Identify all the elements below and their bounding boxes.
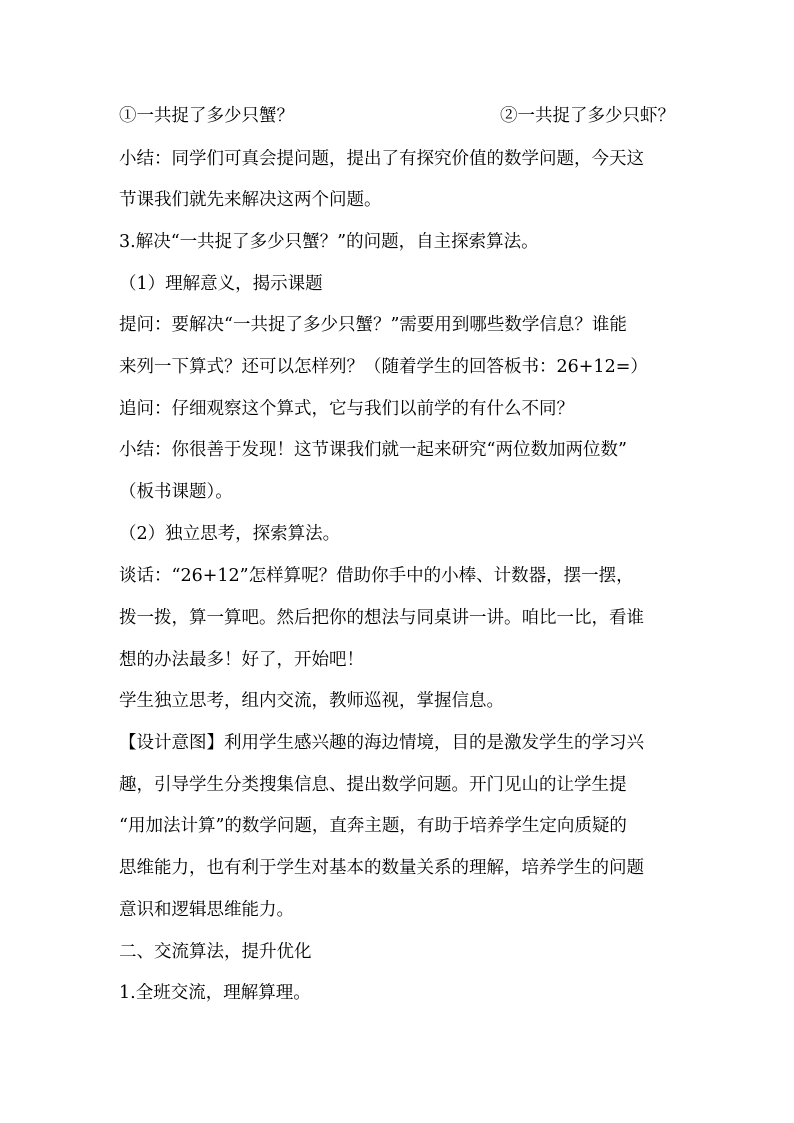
question-crab: ①一共捉了多少只蟹？: [119, 106, 294, 126]
design-intent-line-5: 意识和逻辑思维能力。: [119, 900, 294, 920]
design-intent-line-4: 思维能力，也有利于学生对基本的数量关系的理解，培养学生的问题: [119, 858, 644, 878]
design-intent-line-3: “用加法计算”的数学问题，直奔主题，有助于培养学生定向质疑的: [119, 816, 627, 836]
subheading-2: （2）独立思考，探索算法。: [119, 524, 341, 544]
question-line: [119, 104, 689, 128]
talk-line-2: 拨一拨，算一算吧。然后把你的想法与同桌讲一讲。咱比一比，看谁: [119, 608, 644, 628]
summary-topic-line-1: 小结：你很善于发现！这节课我们就一起来研究“两位数加两位数”: [119, 440, 627, 460]
summary-topic-line-2: （板书课题）。: [119, 482, 233, 502]
student-activity: 学生独立思考，组内交流，教师巡视，掌握信息。: [119, 691, 504, 711]
subheading-1: （1）理解意义，揭示课题: [119, 274, 323, 294]
question-prompt-line-1: 提问：要解决“一共捉了多少只蟹？”需要用到哪些数学信息？谁能: [119, 315, 627, 335]
talk-line-1: 谈话：“26+12”怎样算呢？借助你手中的小棒、计数器，摆一摆，: [119, 566, 634, 586]
talk-line-3: 想的办法最多！好了，开始吧！: [119, 650, 364, 670]
design-intent-line-2: 趣，引导学生分类搜集信息、提出数学问题。开门见山的让学生提: [119, 775, 627, 795]
summary-line-2: 节课我们就先来解决这两个问题。: [119, 190, 382, 210]
follow-up-question: 追问：仔细观察这个算式，它与我们以前学的有什么不同？: [119, 399, 574, 419]
design-intent-line-1: 【设计意图】利用学生感兴趣的海边情境，目的是激发学生的学习兴: [119, 733, 644, 753]
summary-line-1: 小结：同学们可真会提问题，提出了有探究价值的数学问题，今天这: [119, 149, 644, 169]
section-heading-2: 二、交流算法，提升优化: [119, 942, 312, 962]
question-shrimp: ②一共捉了多少只虾？: [500, 106, 675, 126]
section-heading-3: 3.解决“一共捉了多少只蟹？”的问题，自主探索算法。: [119, 232, 539, 252]
subsection-heading-1: 1.全班交流，理解算理。: [119, 983, 311, 1003]
question-prompt-line-2: 来列一下算式？还可以怎样列？（随着学生的回答板书：26+12=）: [119, 357, 648, 377]
